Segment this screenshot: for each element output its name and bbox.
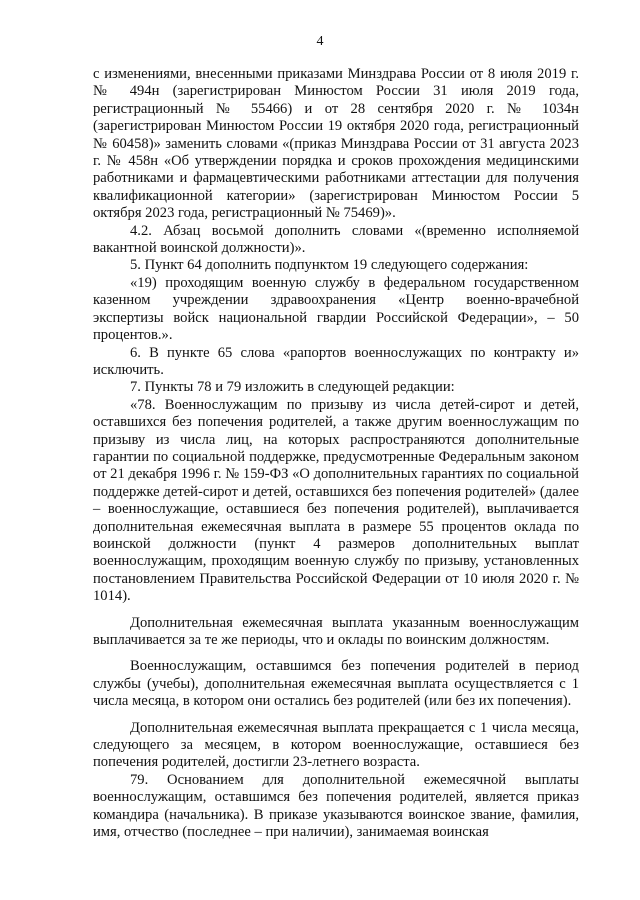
paragraph-78-start-of-payment: Военнослужащим, оставшимся без попечения родителей в период службы (учебы), дополнительная ежемесячная выплата осуществляется с 1 числа месяца, в котором они остались без родителей (или без их попечения). bbox=[93, 658, 579, 710]
paragraph-4-2: 4.2. Абзац восьмой дополнить словами «(временно исполняемой вакантной воинской должности)». bbox=[93, 222, 579, 257]
paragraph-5: 5. Пункт 64 дополнить подпунктом 19 следующего содержания: bbox=[130, 257, 529, 274]
page-number: 4 bbox=[316, 34, 324, 49]
paragraph-78-payment-period: Дополнительная ежемесячная выплата указанным военнослужащим выплачивается за те же периоды, что и оклады по воинским должностям. bbox=[93, 614, 579, 648]
paragraph-78: «78. Военнослужащим по призыву из числа детей-сирот и детей, оставшихся без попечения родителей, а также другим военнослужащим по призыву из числа лиц, на которых распространяются дополнительные гарантии по социальной поддержке, предусмотренные Федеральным законом от 21 декабря 1996 г. № 159-ФЗ «О дополнительных гарантиях по социальной поддержке детей-сирот и детей, оставшихся без попечения родителей» (далее – военнослужащие, оставшиеся без попечения родителей), выплачивается дополнительная ежемесячная выплата в размере 55 процентов оклада по воинской должности (пункт 4 размеров дополнительных выплат военнослужащим, проходящим военную службу по призыву, установленных постановлением Правительства Российской Федерации от 10 июля 2020 г. № 1014). bbox=[93, 396, 579, 605]
paragraph-6: 6. В пункте 65 слова «рапортов военнослужащих по контракту и» исключить. bbox=[93, 344, 579, 378]
paragraph-79: 79. Основанием для дополнительной ежемесячной выплаты военнослужащим, оставшимся без попечения родителей, является приказ командира (начальника). В приказе указываются воинское звание, фамилия, имя, отчество (последнее – при наличии), занимаемая воинская bbox=[93, 771, 579, 841]
paragraph-7: 7. Пункты 78 и 79 изложить в следующей редакции: bbox=[130, 379, 455, 396]
paragraph-78-end-of-payment: Дополнительная ежемесячная выплата прекращается с 1 числа месяца, следующего за месяцем, в котором военнослужащие, оставшиеся без попечения родителей, достигли 23-летнего возраста. bbox=[93, 719, 579, 771]
paragraph-continuation: с изменениями, внесенными приказами Минздрава России от 8 июля 2019 г. № 494н (зарегистрирован Минюстом России 31 июля 2019 года, регистрационный № 55466) и от 28 сентября 2020 г. № 1034н (зарегистрирован Минюстом России 19 октября 2020 года, регистрационный № 60458)» заменить словами «(приказ Минздрава России от 31 августа 2023 г. № 458н «Об утверждении порядка и сроков прохождения медицинскими работниками и фармацевтическими работниками аттестации для получения квалификационной категории» (зарегистрирован Минюстом России 5 октября 2023 года, регистрационный № 75469)». bbox=[93, 66, 579, 222]
paragraph-subitem-19: «19) проходящим военную службу в федеральном государственном казенном учреждении здравоохранения «Центр военно-врачебной экспертизы войск национальной гвардии Российской Федерации», – 50 процентов.». bbox=[93, 274, 579, 344]
document-body bbox=[93, 66, 579, 841]
